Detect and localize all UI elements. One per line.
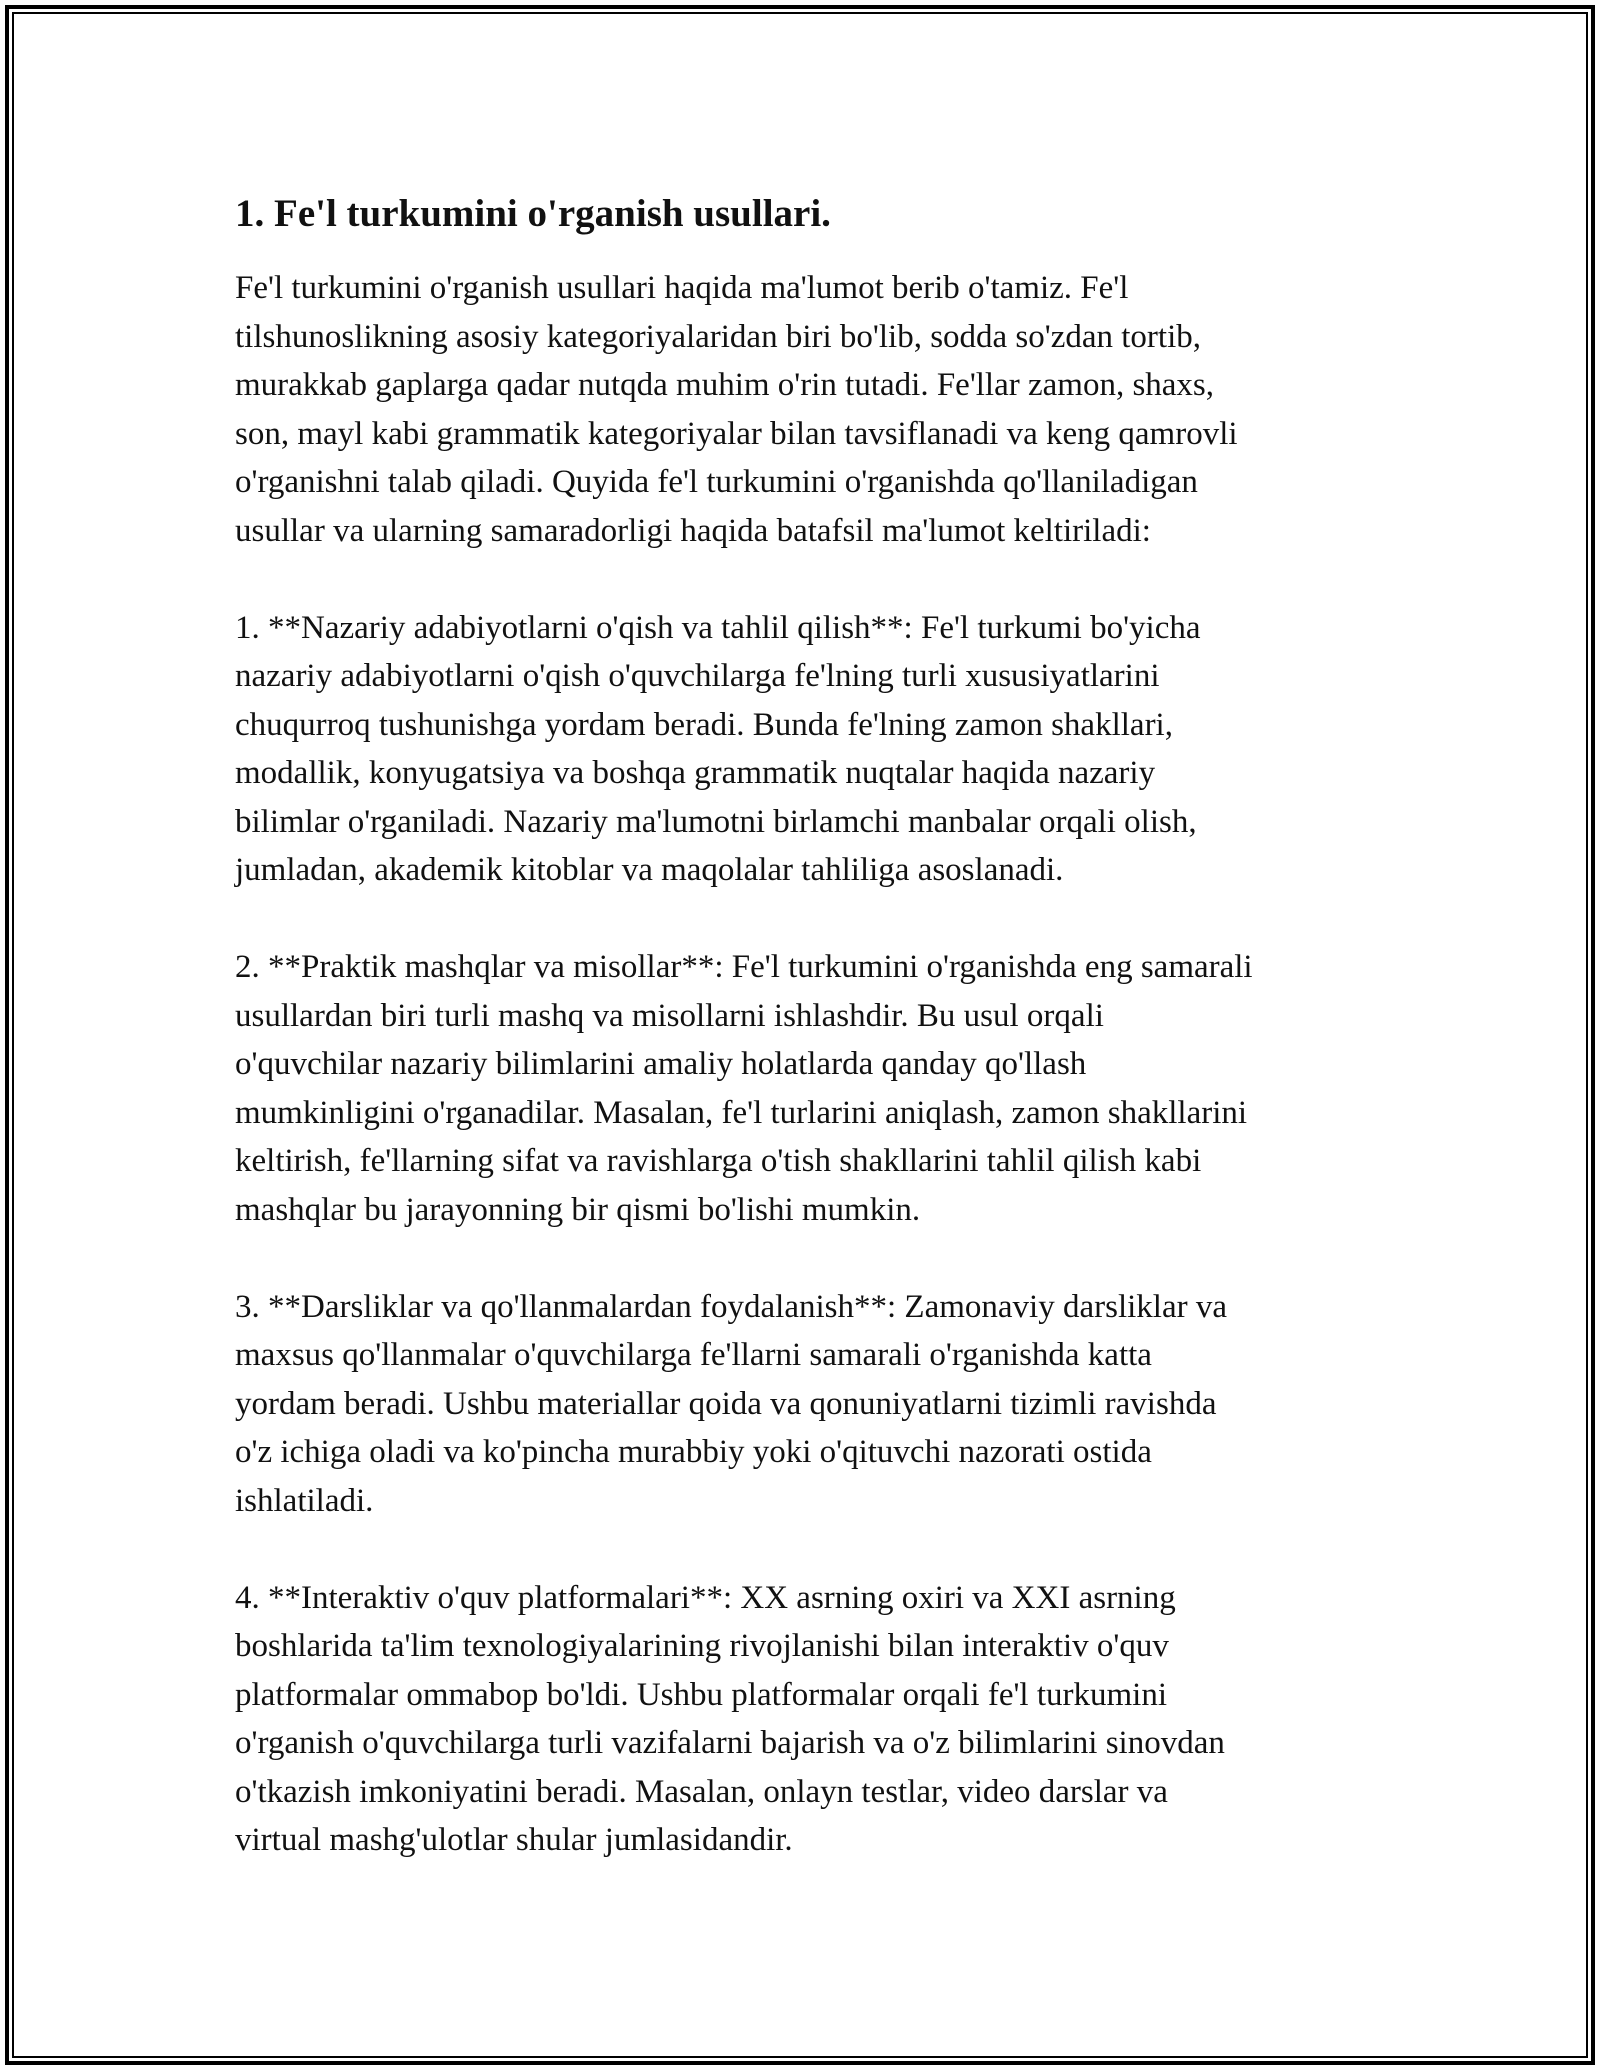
intro-paragraph: Fe'l turkumini o'rganish usullari haqida ma'lumot berib o'tamiz. Fe'l tilshunoslikning asosiy kategoriyalaridan biri bo'lib, sodda so'zdan tortib, murakkab gaplarga qadar nutqda muhim o'rin tutadi. Fe'llar zamon, shaxs, son, mayl kabi grammatik kategoriyalar bilan tavsiflanadi va keng qamrovli o'rganishni talab qiladi. Quyida fe'l turkumini o'rganishda qo'llaniladigan usullar va ularning samaradorligi haqida batafsil ma'lumot keltiriladi: [235,270,1238,549]
method-paragraph-4: 4. **Interaktiv o'quv platformalari**: XX asrning oxiri va XXI asrning boshlarida ta'lim texnologiyalarining rivojlanishi bilan interaktiv o'quv platformalar ommabop bo'ldi. Ushbu platformalar orqali fe'l turkumini o'rganish o'quvchilarga turli vazifalarni bajarish va o'z bilimlarini sinovdan o'tkazish imkoniyatini beradi. Masalan, onlayn testlar, video darslar va virtual mashg'ulotlar shular jumlasidandir. [235,1579,1225,1858]
method-paragraph-3: 3. **Darsliklar va qo'llanmalardan foydalanish**: Zamonaviy darsliklar va maxsus qo'llanmalar o'quvchilarga fe'llarni samarali o'rganishda katta yordam beradi. Ushbu materiallar qoida va qonuniyatlarni tizimli ravishda o'z ichiga oladi va ko'pincha murabbiy yoki o'qituvchi nazorati ostida ishlatiladi. [235,1288,1227,1519]
method-paragraph-1: 1. **Nazariy adabiyotlarni o'qish va tahlil qilish**: Fe'l turkumi bo'yicha nazariy adabiyotlarni o'qish o'quvchilarga fe'lning turli xususiyatlarini chuqurroq tushunishga yordam beradi. Bunda fe'lning zamon shakllari, modallik, konyugatsiya va boshqa grammatik nuqtalar haqida nazariy bilimlar o'rganiladi. Nazariy ma'lumotni birlamchi manbalar orqali olish, jumladan, akademik kitoblar va maqolalar tahliliga asoslanadi. [235,609,1201,888]
document-body [235,188,1385,1913]
document-title: 1. Fe'l turkumini o'rganish usullari. [235,192,831,235]
method-paragraph-2: 2. **Praktik mashqlar va misollar**: Fe'l turkumini o'rganishda eng samarali usullardan biri turli mashq va misollarni ishlashdir. Bu usul orqali o'quvchilar nazariy bilimlarini amaliy holatlarda qanday qo'llash mumkinligini o'rganadilar. Masalan, fe'l turlarini aniqlash, zamon shakllarini keltirish, fe'llarning sifat va ravishlarga o'tish shakllarini tahlil qilish kabi mashqlar bu jarayonning bir qismi bo'lishi mumkin. [235,949,1253,1228]
